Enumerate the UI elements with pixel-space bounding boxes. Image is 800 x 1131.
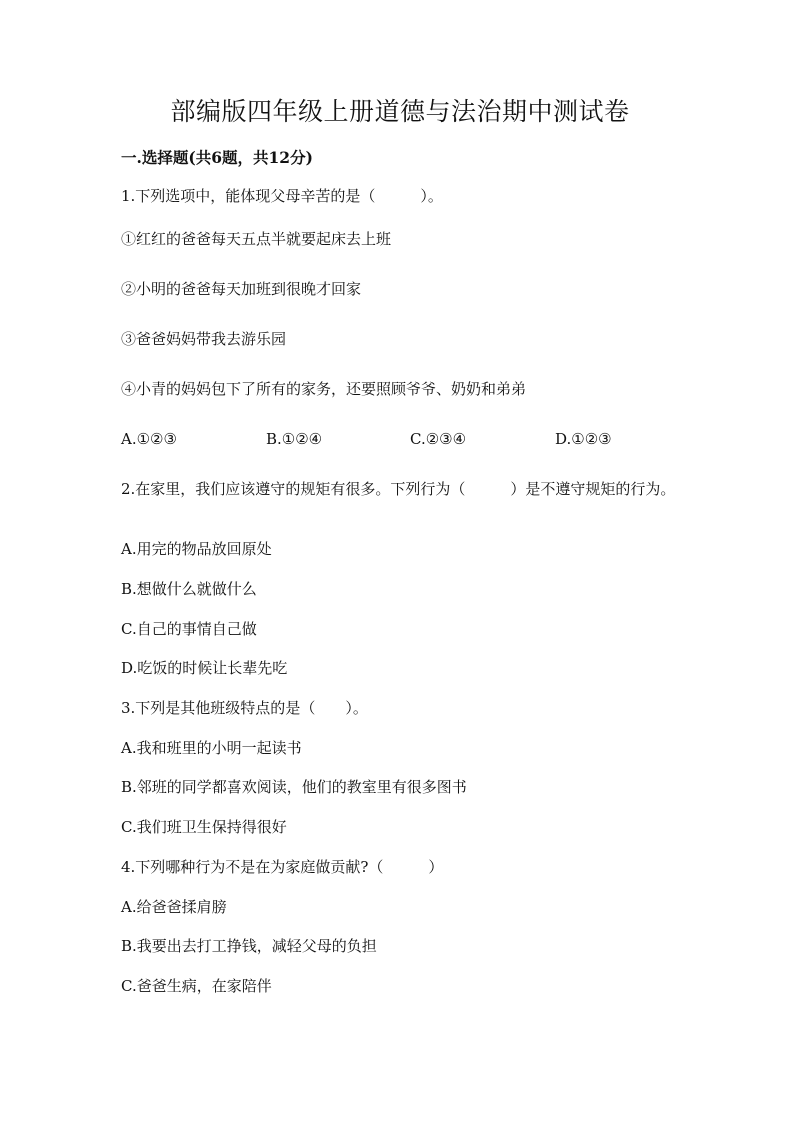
question-4-stem: 4.下列哪种行为不是在为家庭做贡献?（ ）	[121, 858, 444, 876]
question-1-stem: 1.下列选项中，能体现父母辛苦的是（ ）。	[121, 187, 443, 205]
question-1-item-1: ①红红的爸爸每天五点半就要起床去上班	[121, 230, 392, 248]
question-4-option-c: C.爸爸生病，在家陪伴	[121, 977, 272, 995]
question-1-option-d: D.①②③	[555, 430, 612, 448]
question-1-item-4: ④小青的妈妈包下了所有的家务，还要照顾爷爷、奶奶和弟弟	[121, 380, 527, 398]
question-2-stem: 2.在家里，我们应该遵守的规矩有很多。下列行为（ ）是不遵守规矩的行为。	[121, 480, 676, 498]
question-3-option-b: B.邻班的同学都喜欢阅读，他们的教室里有很多图书	[121, 778, 467, 796]
question-2-option-c: C.自己的事情自己做	[121, 620, 257, 638]
question-1-item-3: ③爸爸妈妈带我去游乐园	[121, 330, 287, 348]
exam-title: 部编版四年级上册道德与法治期中测试卷	[170, 97, 630, 126]
section-heading-choice: 一.选择题(共6题，共12分)	[121, 148, 313, 167]
question-1-option-b: B.①②④	[266, 430, 323, 448]
question-2-option-b: B.想做什么就做什么	[121, 580, 257, 598]
question-1-item-2: ②小明的爸爸每天加班到很晚才回家	[121, 280, 362, 298]
question-3-stem: 3.下列是其他班级特点的是（ ）。	[121, 699, 368, 717]
question-4-option-a: A.给爸爸揉肩膀	[121, 898, 227, 916]
question-1-option-a: A.①②③	[121, 430, 177, 448]
question-3-option-c: C.我们班卫生保持得很好	[121, 818, 287, 836]
question-1-option-c: C.②③④	[410, 430, 467, 448]
question-4-option-b: B.我要出去打工挣钱，减轻父母的负担	[121, 937, 377, 955]
question-2-option-a: A.用完的物品放回原处	[121, 540, 272, 558]
question-3-option-a: A.我和班里的小明一起读书	[121, 739, 302, 757]
question-2-option-d: D.吃饭的时候让长辈先吃	[121, 659, 288, 677]
